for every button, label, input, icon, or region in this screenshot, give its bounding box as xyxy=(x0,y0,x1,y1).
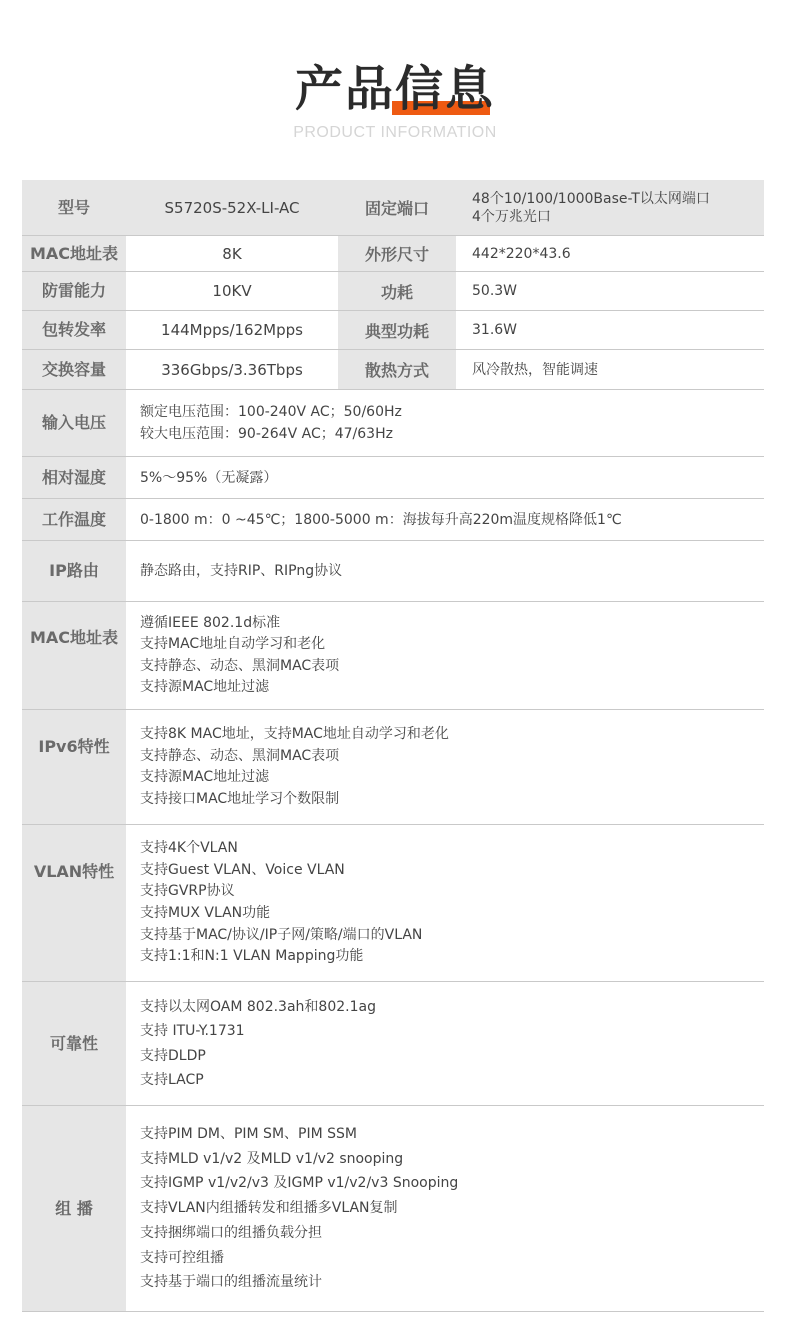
spec-value-line: 50.3W xyxy=(472,283,518,299)
feature-row xyxy=(22,825,764,982)
feature-value-line: 支持Guest VLAN、Voice VLAN xyxy=(140,861,345,878)
feature-value-line: 支持基于MAC/协议/IP子网/策略/端口的VLAN xyxy=(140,926,423,943)
feature-value-line: 0-1800 m：0 ~45℃；1800-5000 m：海拔每升高220m温度规格降低1℃ xyxy=(140,511,622,528)
feature-value-line: 支持MUX VLAN功能 xyxy=(140,905,271,921)
feature-row xyxy=(22,457,764,499)
feature-label: 输入电压 xyxy=(22,390,126,456)
spec-value-line: 风冷散热，智能调速 xyxy=(472,361,598,378)
feature-row xyxy=(22,710,764,825)
spec-row xyxy=(22,180,764,236)
feature-label: VLAN 特性 xyxy=(22,825,126,981)
feature-value-line: 支持DLDP xyxy=(140,1047,206,1064)
spec-label: 交换容量 xyxy=(22,350,126,389)
spec-table xyxy=(22,180,764,1312)
feature-value-line: 支持源MAC地址过滤 xyxy=(140,769,270,785)
spec-value: 10KV xyxy=(212,282,252,300)
feature-value-line: 支持IGMP v1/v2/v3 及IGMP v1/v2/v3 Snooping xyxy=(140,1175,459,1192)
feature-value xyxy=(126,982,764,1105)
page-header xyxy=(0,0,790,180)
spec-value-secondary xyxy=(456,272,764,310)
spec-value-secondary xyxy=(456,350,764,389)
feature-value-line: 支持以太网OAM 802.3ah和802.1ag xyxy=(140,998,376,1015)
spec-value: 144Mpps/162Mpps xyxy=(161,321,303,339)
spec-label: 包转发率 xyxy=(22,311,126,349)
feature-value-line: 遵循IEEE 802.1d标准 xyxy=(140,614,281,631)
spec-value-line: 48个10/100/1000Base-T以太网端口 xyxy=(472,190,710,207)
spec-value-line: 4个万兆光口 xyxy=(472,208,551,225)
feature-value-line: 支持8K MAC地址，支持MAC地址自动学习和老化 xyxy=(140,726,449,742)
feature-row xyxy=(22,499,764,541)
feature-value-line: 较大电压范围：90-264V AC；47/63Hz xyxy=(140,426,393,442)
feature-row xyxy=(22,390,764,457)
feature-value-line: 支持GVRP协议 xyxy=(140,883,235,900)
feature-label: MAC 地址表 xyxy=(22,602,126,709)
feature-label: 相对湿度 xyxy=(22,457,126,498)
feature-label: 组 播 xyxy=(22,1106,126,1311)
feature-value-line: 额定电压范围：100-240V AC；50/60Hz xyxy=(140,404,402,420)
feature-value xyxy=(126,457,764,498)
spec-label: 防雷能力 xyxy=(22,272,126,310)
spec-label-secondary: 散热方式 xyxy=(338,350,456,389)
spec-label-secondary: 典型功耗 xyxy=(338,311,456,349)
spec-value-secondary xyxy=(456,180,764,235)
feature-value-line: 支持MLD v1/v2 及MLD v1/v2 snooping xyxy=(140,1150,404,1167)
feature-value-line: 支持LACP xyxy=(140,1072,204,1088)
feature-value-line: 支持 ITU-Y.1731 xyxy=(140,1023,245,1039)
feature-value xyxy=(126,602,764,709)
feature-label: 可靠性 xyxy=(22,982,126,1105)
feature-value-line: 支持VLAN内组播转发和组播多VLAN复制 xyxy=(140,1200,398,1217)
spec-value: 336Gbps/3.36Tbps xyxy=(161,360,303,379)
feature-label: IPv6 特性 xyxy=(22,710,126,824)
feature-value-line: 5%～95%（无凝露） xyxy=(140,469,278,486)
spec-label: MAC地址表 xyxy=(22,236,126,271)
spec-row xyxy=(22,350,764,390)
feature-value xyxy=(126,710,764,824)
spec-value-secondary xyxy=(456,311,764,349)
feature-value-line: 支持捆绑端口的组播负载分担 xyxy=(140,1224,322,1241)
spec-label: 型号 xyxy=(22,180,126,235)
feature-value-line: 支持1:1和N:1 VLAN Mapping功能 xyxy=(140,948,364,965)
feature-value xyxy=(126,825,764,981)
spec-label-secondary: 外形尺寸 xyxy=(338,236,456,271)
feature-value xyxy=(126,390,764,456)
feature-value-line: 支持源MAC地址过滤 xyxy=(140,679,270,695)
feature-value-line: 静态路由，支持RIP、RIPng协议 xyxy=(140,563,343,579)
feature-value-line: 支持静态、动态、黑洞MAC表项 xyxy=(140,747,340,764)
feature-row xyxy=(22,602,764,710)
feature-value-line: 支持可控组播 xyxy=(140,1249,224,1266)
spec-label-secondary: 功耗 xyxy=(338,272,456,310)
feature-label: IP路由 xyxy=(22,541,126,601)
spec-row xyxy=(22,311,764,350)
spec-value-secondary xyxy=(456,236,764,271)
feature-value xyxy=(126,541,764,601)
feature-value xyxy=(126,1106,764,1311)
feature-row xyxy=(22,1106,764,1312)
feature-label: 工作温度 xyxy=(22,499,126,540)
feature-value-line: 支持MAC地址自动学习和老化 xyxy=(140,636,326,652)
page-title: 产品信息 xyxy=(294,61,495,117)
spec-row xyxy=(22,236,764,272)
feature-value-line: 支持4K个VLAN xyxy=(140,840,238,857)
spec-row xyxy=(22,272,764,311)
page-subtitle: PRODUCT INFORMATION xyxy=(293,124,497,141)
feature-value-line: 支持PIM DM、PIM SM、PIM SSM xyxy=(140,1125,357,1142)
feature-value-line: 支持接口MAC地址学习个数限制 xyxy=(140,790,340,807)
feature-value xyxy=(126,499,764,540)
spec-value: S5720S-52X-LI-AC xyxy=(164,198,300,217)
feature-value-line: 支持基于端口的组播流量统计 xyxy=(140,1274,322,1291)
spec-value: 8K xyxy=(222,244,242,263)
spec-label-secondary: 固定端口 xyxy=(338,180,456,235)
feature-value-line: 支持静态、动态、黑洞MAC表项 xyxy=(140,657,340,674)
feature-row xyxy=(22,982,764,1106)
spec-value-line: 442*220*43.6 xyxy=(472,245,571,262)
feature-row xyxy=(22,541,764,602)
spec-value-line: 31.6W xyxy=(472,322,518,338)
